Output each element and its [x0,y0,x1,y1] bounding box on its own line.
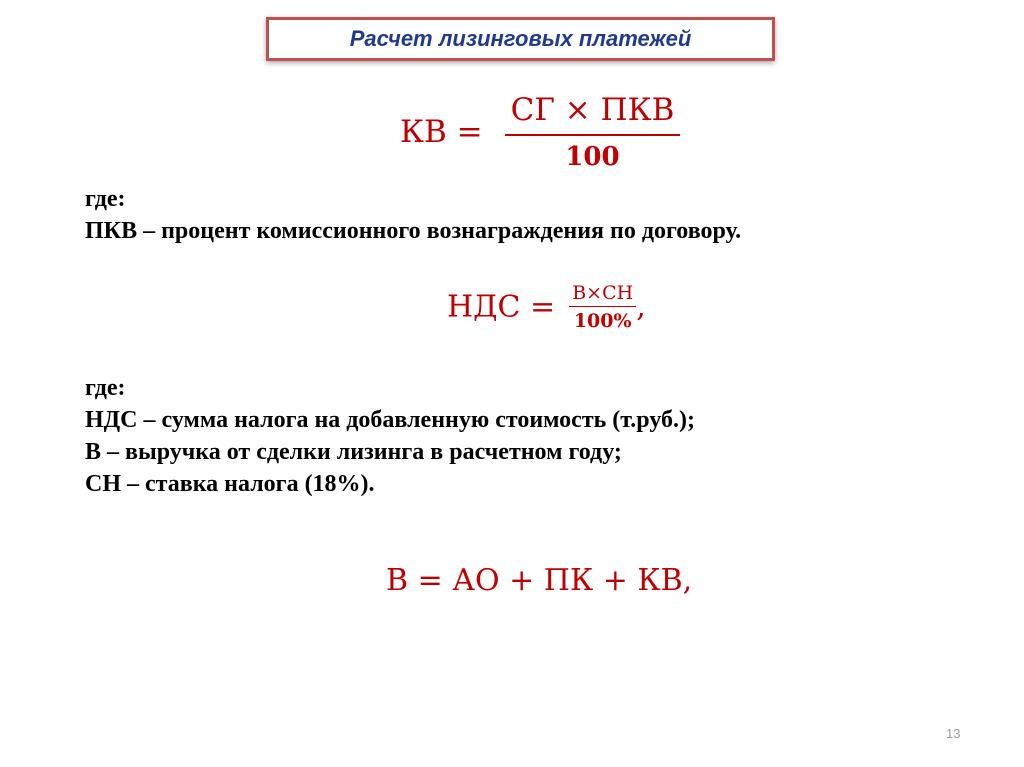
definition-line: ПКВ – процент комиссионного вознаграждения по договору. [85,218,742,244]
where-label: где: [85,375,126,401]
definitions-block-1 [85,183,741,247]
definition-line: СН – ставка налога (18%). [85,471,375,497]
formula-kv [400,92,680,172]
slide-title: Расчет лизинговых платежей [349,26,692,51]
title-box [266,17,775,61]
definitions-block-2 [85,372,695,500]
where-label: где: [85,186,126,212]
formula-nds-denominator: 100% [573,310,632,332]
formula-kv-fraction [505,92,681,172]
formula-kv-denominator: 100 [565,142,620,172]
formula-nds-fraction [569,282,636,332]
formula-kv-numerator: СГ × ПКВ [505,92,681,136]
page-number: 13 [946,726,961,741]
formula-nds-numerator: В×СН [569,282,636,307]
formula-nds-lhs: НДС = [447,289,556,325]
formula-kv-lhs: КВ = [400,114,483,150]
formula-v: В = АО + ПК + КВ, [386,563,693,598]
formula-nds [447,282,646,332]
definition-line: НДС – сумма налога на добавленную стоимость (т.руб.); [85,407,695,433]
formula-nds-comma: , [636,289,646,325]
definition-line: В – выручка от сделки лизинга в расчетном году; [85,439,622,465]
